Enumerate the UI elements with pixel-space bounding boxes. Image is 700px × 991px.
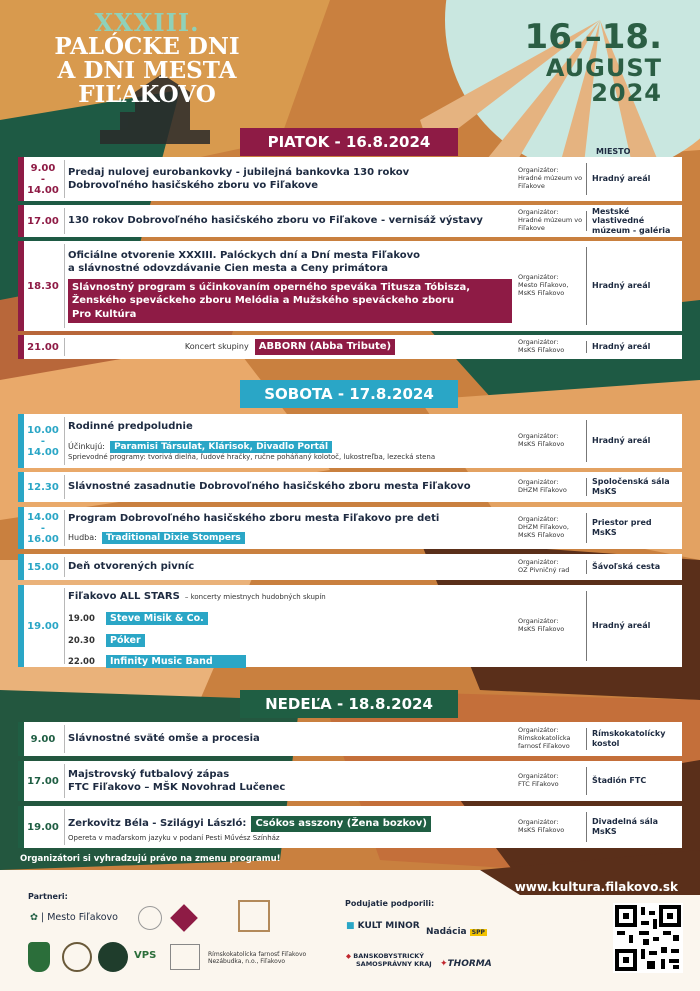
day-header-sunday: NEDEĽA - 18.8.2024 <box>240 690 458 718</box>
event-performers: Paramisi Társulat, Klárisok, Divadlo Portál <box>110 441 332 453</box>
partners-label: Partneri: <box>28 892 68 901</box>
event-title: Zerkovitz Béla - Szilágyi László: <box>68 818 247 830</box>
event-time: 18.30 <box>27 280 59 292</box>
event-title: Oficiálne otvorenie XXXIII. Palóckych dní a Dní mesta Fiľakovo <box>68 249 421 261</box>
day-header-saturday: SOBOTA - 17.8.2024 <box>240 380 458 408</box>
place-column-label: MIESTO <box>596 147 631 156</box>
event-title: Rodinné predpoludnie <box>68 421 193 433</box>
fortress-logo <box>170 944 200 970</box>
event-place: Mestské vlastivedné múzeum - galéria <box>592 206 671 235</box>
event-organizer: Organizátor: MsKS Fiľakovo <box>518 818 565 834</box>
event-performance: Csókos asszony (Žena bozkov) <box>251 816 430 832</box>
event-band: ABBORN (Abba Tribute) <box>255 339 395 355</box>
event-title: Fiľakovo ALL STARS <box>68 590 180 602</box>
website-link[interactable]: www.kultura.filakovo.sk <box>514 880 678 894</box>
event-time: 12.30 <box>27 481 59 493</box>
event-row-saturday-5: 19.00 Fiľakovo ALL STARS – koncerty miestnych hudobných skupín 19.00 Steve Misik & Co. 20.30 Póker 22.00 Infinity Music Band Organizátor: MsKS Fiľakovo Hradný areál <box>18 585 682 667</box>
partner-logo-1 <box>138 906 162 930</box>
qr-code[interactable] <box>613 903 683 973</box>
event-place: Hradný areál <box>592 342 651 352</box>
event-time: 9.00 - 14.00 <box>27 162 59 196</box>
event-time: 15.00 <box>27 561 59 573</box>
change-notice: Organizátori si vyhradzujú právo na zmenu programu! <box>20 854 281 864</box>
event-title: Predaj nulovej eurobankovky - jubilejná bankovka 130 rokov <box>68 166 410 178</box>
event-organizer: Organizátor: MsKS Fiľakovo <box>518 617 565 633</box>
event-organizer: Organizátor: Hradné múzeum vo Fiľakove <box>518 166 583 190</box>
event-place: Priestor pred MsKS <box>592 518 652 537</box>
event-time: 14.00 - 16.00 <box>27 511 59 545</box>
event-title-line-2: FTC Fiľakovo – MŠK Novohrad Lučenec <box>68 782 286 793</box>
event-row-saturday-1: 10.00 - 14.00 Rodinné predpoludnie Účinkujú: Paramisi Társulat, Klárisok, Divadlo Portál Sprievodné programy: tvorivá dielňa, ľudové hračky, ručne poháňaný kolotoč, lukostreľba, lezecká stena Organizátor: MsKS Fiľakovo Hradný areál <box>18 414 682 468</box>
event-organizer: Organizátor: Rímskokatolícka farnosť Fiľakovo <box>518 726 571 750</box>
event-subtext: Sprievodné programy: tvorivá dielňa, ľudové hračky, ručne poháňaný kolotoč, lukostreľba, lezecká stena <box>68 452 436 461</box>
date-month: AUGUST <box>545 53 662 82</box>
event-organizer: Organizátor: MsKS Fiľakovo <box>518 338 565 354</box>
event-organizer: Organizátor: OZ Pivničný rad <box>518 558 570 574</box>
event-title: Slávnostné sväté omše a procesia <box>68 733 260 745</box>
event-row-friday-2 <box>18 205 682 237</box>
event-place: Spoločenská sála MsKS <box>592 477 670 496</box>
fire-brigade-logo <box>62 942 92 972</box>
event-organizer: Organizátor: DHZM Fiľakovo <box>518 478 567 494</box>
event-subtext: Opereta v maďarskom jazyku v podaní Pesti Művész Színház <box>68 833 280 842</box>
event-time: 17.00 <box>27 775 59 787</box>
date-year: 2024 <box>591 78 662 107</box>
festival-title <box>22 10 272 108</box>
date-range: 16.–18. <box>524 17 662 57</box>
event-organizer: Organizátor: DHZM Fiľakovo, MsKS Fiľakovo <box>518 515 569 539</box>
event-highlight: Slávnostný program s účinkovaním operného speváka Titusza Tóbisza, Ženského speváckeho zboru Melódia a Mužského speváckeho zboru Pro Kultúra <box>68 279 512 324</box>
day-header-friday: PIATOK - 16.8.2024 <box>240 128 458 156</box>
partner-farnost: Rímskokatolícka farnosť Fiľakovo Nezábudka, n.o., Fiľakovo <box>208 951 307 965</box>
event-title: Majstrovský futbalový zápas <box>68 768 230 780</box>
event-organizer: Organizátor: Mesto Fiľakovo, MsKS Fiľakovo <box>518 273 569 297</box>
event-row-friday-3 <box>18 241 682 331</box>
event-row-saturday-3: 14.00 - 16.00 Program Dobrovoľného hasičského zboru mesta Fiľakovo pre deti Hudba: Traditional Dixie Stompers Organizátor: DHZM Fiľakovo, MsKS Fiľakovo Priestor pred MsKS <box>18 507 682 549</box>
coat-of-arms-icon <box>28 942 50 972</box>
event-performers: Traditional Dixie Stompers <box>102 532 245 544</box>
event-time: 9.00 <box>30 733 56 745</box>
event-organizer: Organizátor: FTC Fiľakovo <box>518 772 559 788</box>
event-time: 10.00 - 14.00 <box>27 424 59 458</box>
event-row-friday-4 <box>18 335 682 359</box>
event-title: Deň otvorených pivníc <box>68 561 195 573</box>
title-line-1: PALÓCKE DNI <box>54 33 240 61</box>
act-name: Póker <box>106 634 145 647</box>
event-title-line-2: Dobrovoľného hasičského zboru vo Fiľakove <box>68 180 319 191</box>
event-place: Hradný areál <box>592 436 651 446</box>
vps-logo: VPS <box>134 950 157 961</box>
thorma-logo: ✦THORMA <box>440 959 492 969</box>
event-place: Štadión FTC <box>592 776 647 786</box>
leaf-icon: ✿ <box>30 912 38 923</box>
event-title: Program Dobrovoľného hasičského zboru mesta Fiľakovo pre deti <box>68 512 440 524</box>
event-time: 19.00 <box>27 821 59 833</box>
event-place: Hradný areál <box>592 281 651 291</box>
event-organizer: Organizátor: Hradné múzeum vo Fiľakove <box>518 208 583 232</box>
edition-number: XXXIII. <box>94 8 200 37</box>
event-place: Hradný areál <box>592 621 651 631</box>
kult-minor-logo: ■ KULT MINOR <box>346 921 420 931</box>
event-place: Divadelná sála MsKS <box>592 817 659 836</box>
event-organizer: Organizátor: MsKS Fiľakovo <box>518 432 565 448</box>
event-place: Hradný areál <box>592 174 651 184</box>
nadacia-spp-logo: Nadácia SPP <box>426 927 485 937</box>
event-row-friday-1 <box>18 157 682 201</box>
event-title: Slávnostné zasadnutie Dobrovoľného hasičského zboru mesta Fiľakovo <box>68 481 471 493</box>
club-logo <box>98 942 128 972</box>
partner-logo-3 <box>238 900 270 932</box>
event-row-saturday-2 <box>18 472 682 502</box>
event-row-sunday-3 <box>18 806 682 848</box>
event-row-saturday-4 <box>18 554 682 580</box>
act-name: Steve Misik & Co. <box>106 612 208 625</box>
bbsk-logo: ◆ BANSKOBYSTRICKÝ SAMOSPRÁVNY KRAJ <box>346 952 432 968</box>
event-row-sunday-2 <box>18 761 682 801</box>
event-place: Šávoľská cesta <box>592 562 661 572</box>
supporters-label: Podujatie podporili: <box>345 899 435 908</box>
festival-dates <box>524 17 662 107</box>
event-place: Rímskokatolícky kostol <box>592 729 666 748</box>
qr-code-icon <box>613 903 683 973</box>
event-time: 21.00 <box>27 341 59 353</box>
event-time: 17.00 <box>27 215 59 227</box>
event-time: 19.00 <box>27 620 59 632</box>
event-title: 130 rokov Dobrovoľného hasičského zboru vo Fiľakove - vernisáž výstavy <box>68 215 483 227</box>
title-line-2: A DNI MESTA FIĽAKOVO <box>57 57 237 109</box>
mesto-filakovo-logo: ✿ | Mesto Fiľakovo <box>30 912 118 923</box>
act-name: Infinity Music Band <box>106 655 246 668</box>
event-row-sunday-1 <box>18 722 682 756</box>
event-prefix: Koncert skupiny <box>184 341 249 351</box>
event-title-line-2: a slávnostné odovzdávanie Cien mesta a Ceny primátora <box>68 263 388 275</box>
